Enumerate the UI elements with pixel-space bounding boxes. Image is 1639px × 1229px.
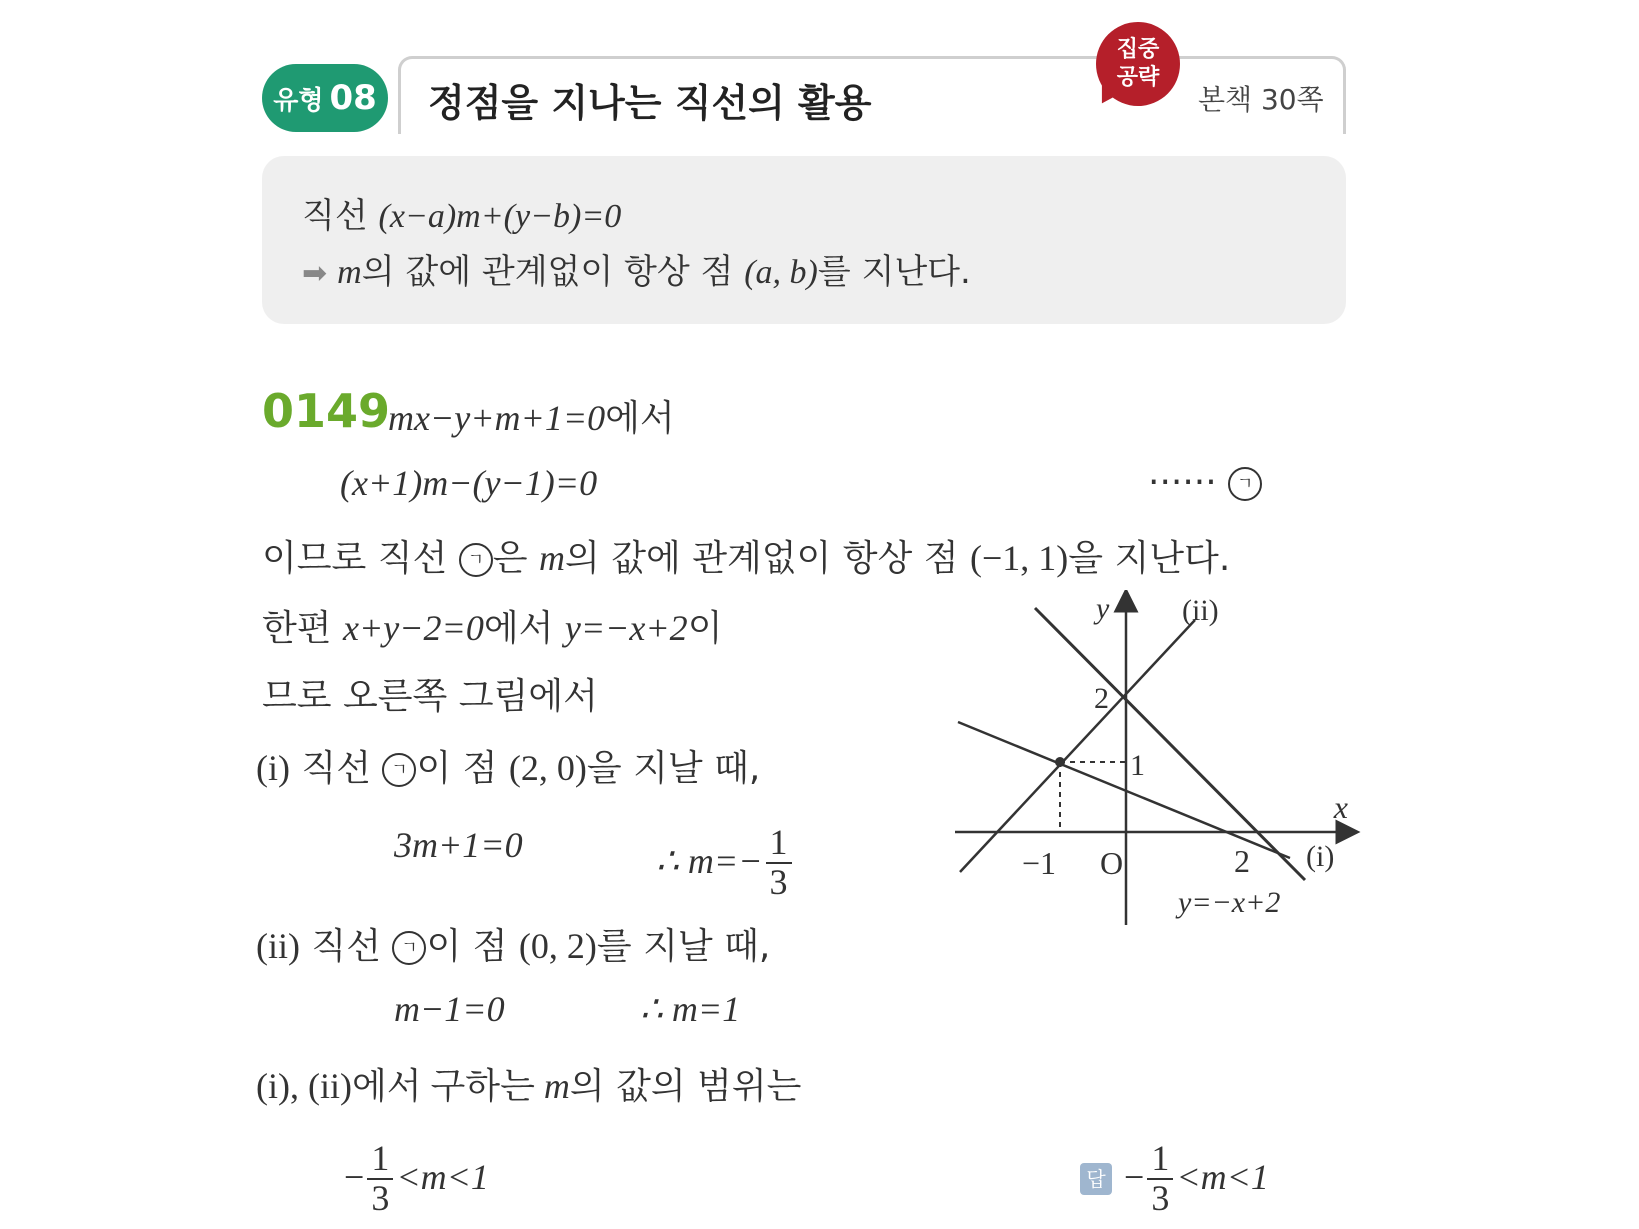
tick-y1: 1 — [1130, 749, 1145, 782]
solution-line-4 — [262, 600, 722, 651]
solution-line-8 — [256, 918, 770, 969]
summary-suffix: 를 지난다. — [817, 252, 971, 292]
solution-line-2 — [340, 462, 597, 504]
fraction — [367, 1140, 393, 1218]
numerator: 1 — [367, 1140, 393, 1180]
point: (−1, 1) — [970, 538, 1069, 578]
point: (2, 0) — [508, 748, 587, 788]
line-ii — [960, 620, 1195, 872]
section-title: 정점을 지나는 직선의 활용 — [428, 81, 872, 125]
summary-line-1 — [302, 188, 621, 237]
text: 이 — [687, 608, 723, 649]
type-label: 유형 — [273, 85, 324, 116]
text: 이므로 직선 — [262, 538, 459, 579]
therefore: ∴ m=− — [656, 840, 763, 881]
equation-marker — [1148, 462, 1262, 503]
equation: m−1=0 — [394, 989, 505, 1029]
equation: y=−x+2 — [564, 608, 688, 648]
summary-m: m — [337, 254, 362, 291]
equation: x+y−2=0 — [343, 608, 484, 648]
variable-m: m — [543, 1066, 570, 1106]
equation: mx−y+m+1=0 — [388, 398, 606, 438]
summary-prefix: 직선 — [302, 196, 379, 236]
summary-text: 의 값에 관계없이 항상 점 — [361, 252, 745, 292]
inequality: <m<1 — [1176, 1156, 1269, 1197]
numerator: 1 — [1147, 1140, 1173, 1180]
answer-icon: 답 — [1080, 1163, 1112, 1195]
line-ii-label: (ii) — [1182, 594, 1219, 627]
line-main — [1035, 608, 1305, 880]
text: 에서 — [605, 398, 675, 439]
arrow-right-icon: ➡ — [302, 256, 328, 291]
page-reference: 본책 30쪽 — [1198, 83, 1324, 116]
answer — [1080, 1140, 1269, 1218]
tick-x2: 2 — [1234, 843, 1250, 879]
numerator: 1 — [766, 824, 792, 864]
focus-badge-line2: 공략 — [1116, 65, 1160, 90]
y-axis-label: y — [1096, 592, 1110, 625]
variable-m: m — [539, 538, 566, 578]
minus: − — [1124, 1156, 1145, 1197]
denominator: 3 — [769, 861, 788, 902]
dots: ······ — [1148, 462, 1217, 503]
main-line-label: y=−x+2 — [1178, 886, 1281, 919]
text: 한편 — [262, 608, 343, 649]
type-number: 08 — [329, 78, 377, 118]
therefore: ∴ m=1 — [640, 989, 741, 1029]
text: (i), (ii)에서 구하는 — [256, 1066, 544, 1106]
line-i — [958, 722, 1290, 858]
text: 을 지난다. — [1068, 538, 1231, 579]
circled-label-icon: ㄱ — [459, 543, 493, 577]
solution-line-9-result — [640, 988, 740, 1030]
fraction — [766, 824, 792, 902]
solution-line-3 — [262, 530, 1230, 581]
summary-box — [262, 156, 1346, 324]
final-inequality — [344, 1140, 489, 1218]
solution-line-7-result — [656, 824, 795, 902]
inequality: <m<1 — [396, 1156, 489, 1197]
text: 의 값의 범위는 — [569, 1066, 802, 1107]
text: 에서 — [483, 608, 565, 649]
type-badge — [262, 64, 388, 132]
line-i-label: (i) — [1306, 840, 1335, 873]
fixed-point — [1055, 757, 1065, 767]
summary-point: (a, b) — [744, 254, 818, 291]
minus: − — [344, 1156, 365, 1197]
text: 직선 — [289, 748, 383, 789]
solution-line-9-equation — [394, 988, 505, 1030]
text: 은 — [492, 538, 540, 579]
tick-neg1: −1 — [1022, 845, 1057, 881]
text: 를 지날 때, — [596, 926, 771, 967]
case-label: (ii) — [256, 926, 300, 966]
equation: 3m+1=0 — [394, 825, 523, 865]
focus-badge-line1: 집중 — [1116, 37, 1160, 62]
coordinate-graph — [950, 590, 1370, 950]
solution-line-7-equation — [394, 824, 523, 866]
solution-line-1 — [388, 390, 675, 441]
text: 의 값에 관계없이 항상 점 — [565, 538, 970, 579]
equation: (x+1)m−(y−1)=0 — [340, 463, 598, 503]
focus-badge — [1096, 22, 1180, 106]
point: (0, 2) — [518, 926, 597, 966]
fraction — [1147, 1140, 1173, 1218]
x-axis-label: x — [1333, 789, 1348, 825]
circled-label-icon: ㄱ — [1228, 467, 1262, 501]
solution-line-6 — [256, 740, 760, 791]
text: 직선 — [299, 926, 393, 967]
denominator: 3 — [1151, 1177, 1170, 1218]
text: 을 지날 때, — [586, 748, 761, 789]
text: 이 점 — [426, 926, 519, 967]
solution-line-5: 므로 오른쪽 그림에서 — [262, 676, 598, 717]
origin-label: O — [1100, 845, 1124, 881]
problem-number: 0149 — [262, 384, 391, 438]
denominator: 3 — [371, 1177, 390, 1218]
circled-label-icon: ㄱ — [392, 931, 426, 965]
summary-line-2 — [302, 244, 971, 293]
circled-label-icon: ㄱ — [382, 753, 416, 787]
tick-y2: 2 — [1094, 682, 1109, 715]
summary-equation: (x−a)m+(y−b)=0 — [378, 198, 622, 235]
text: 이 점 — [416, 748, 509, 789]
solution-line-10 — [256, 1058, 801, 1109]
case-label: (i) — [256, 748, 290, 788]
